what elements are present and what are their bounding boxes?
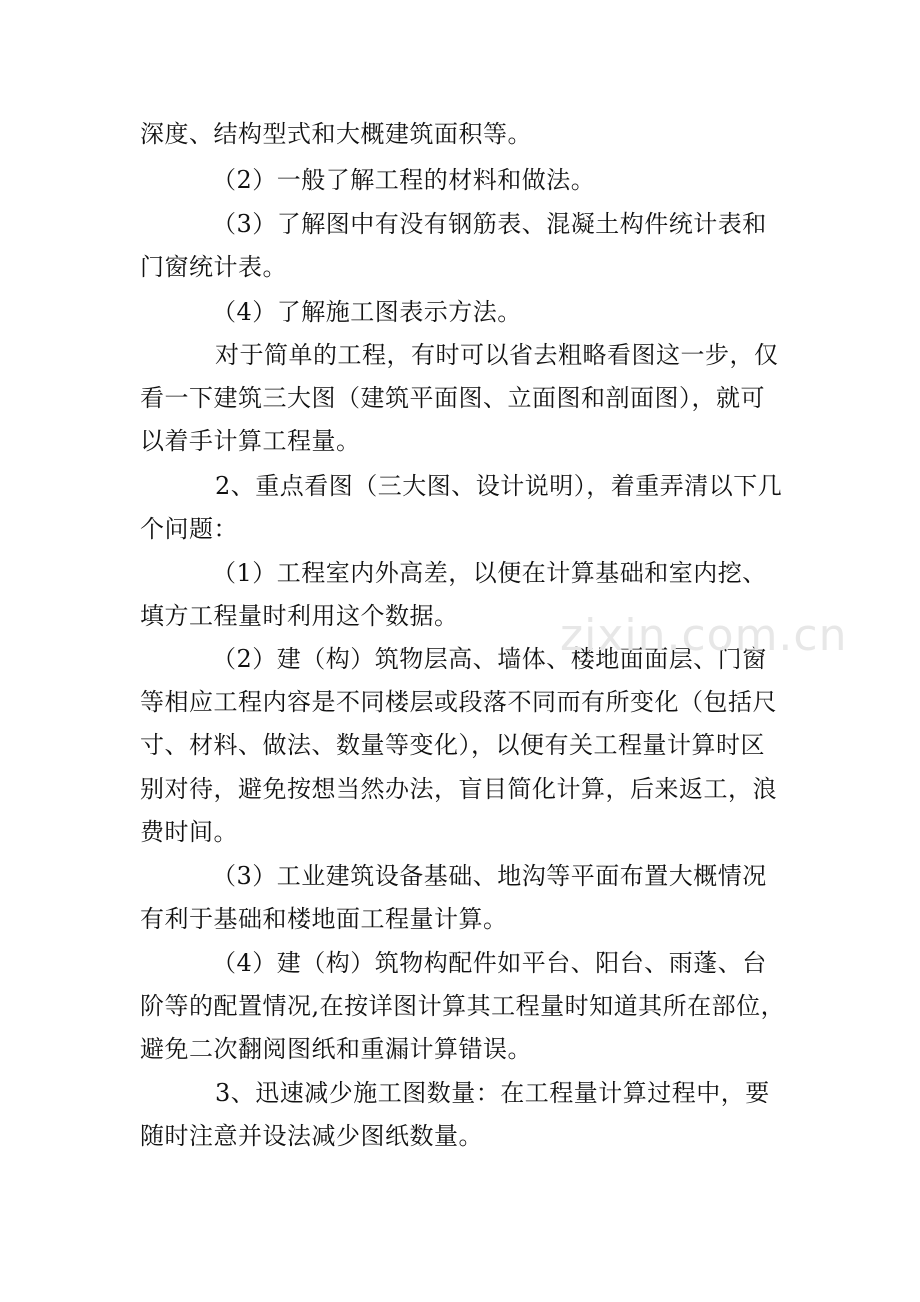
text-line: 随时注意并设法减少图纸数量。 — [140, 1122, 483, 1150]
text-line: （3）了解图中有没有钢筋表、混凝土构件统计表和 — [212, 210, 767, 238]
text-line: 寸、材料、做法、数量等变化），以便有关工程量计算时区 — [140, 731, 765, 759]
text-line: 个问题： — [140, 515, 238, 543]
text-line: 看一下建筑三大图（建筑平面图、立面图和剖面图），就可 — [140, 384, 765, 412]
text-line: （2）建（构）筑物层高、墙体、楼地面面层、门窗 — [212, 645, 767, 673]
text-line: 有利于基础和楼地面工程量计算。 — [140, 905, 508, 933]
text-line: 2、重点看图（三大图、设计说明），着重弄清以下几 — [215, 472, 783, 500]
text-line: 阶等的配置情况,在按详图计算其工程量时知道其所在部位， — [140, 992, 786, 1020]
text-line: 深度、结构型式和大概建筑面积等。 — [140, 120, 532, 148]
text-line: 避免二次翻阅图纸和重漏计算错误。 — [140, 1035, 532, 1063]
text-line: 3、迅速减少施工图数量：在工程量计算过程中，要 — [215, 1079, 770, 1107]
text-line: （4）建（构）筑物构配件如平台、阳台、雨蓬、台 — [212, 949, 767, 977]
text-line: 对于简单的工程，有时可以省去粗略看图这一步，仅 — [215, 341, 779, 369]
text-line: （3）工业建筑设备基础、地沟等平面布置大概情况 — [212, 862, 767, 890]
text-line: 等相应工程内容是不同楼层或段落不同而有所变化（包括尺 — [140, 688, 777, 716]
text-line: 填方工程量时利用这个数据。 — [140, 602, 459, 630]
text-line: 别对待，避免按想当然办法，盲目简化计算，后来返工，浪 — [140, 775, 777, 803]
text-line: 门窗统计表。 — [140, 253, 287, 281]
text-line: （4）了解施工图表示方法。 — [212, 298, 522, 326]
text-line: （2）一般了解工程的材料和做法。 — [212, 166, 596, 194]
text-line: 以着手计算工程量。 — [140, 427, 361, 455]
text-line: （1）工程室内外高差，以便在计算基础和室内挖、 — [212, 559, 767, 587]
watermark-text: zixin.com.cn — [560, 610, 848, 661]
text-line: 费时间。 — [140, 818, 238, 846]
